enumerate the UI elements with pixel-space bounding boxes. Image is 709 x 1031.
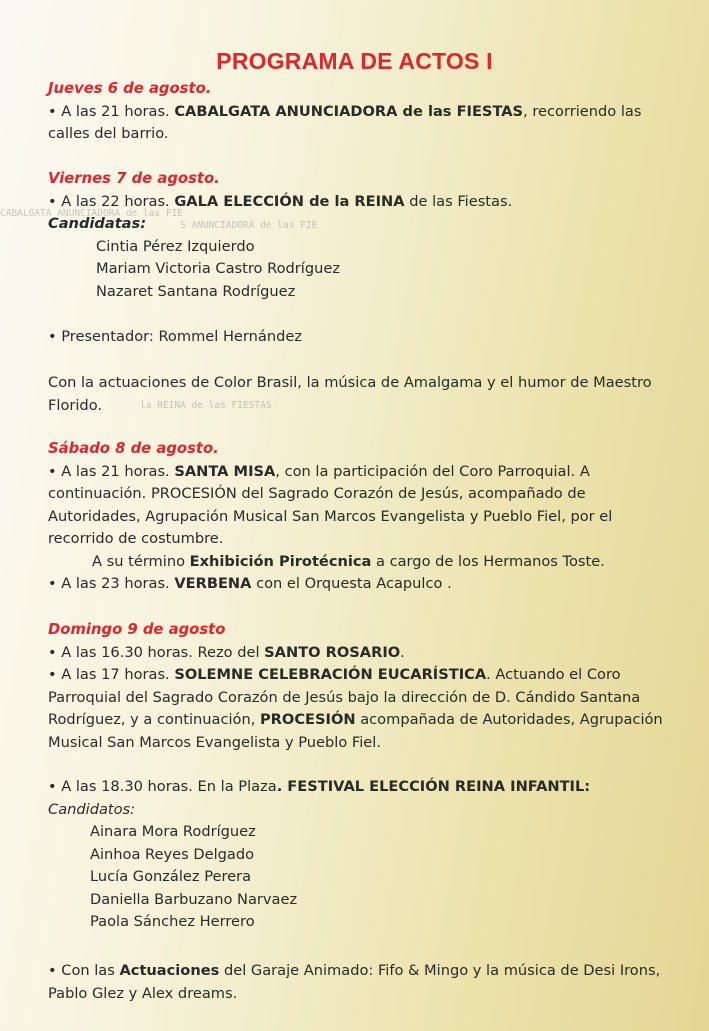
- actuaciones-viernes: [48, 372, 668, 417]
- event-title: VERBENA: [174, 575, 252, 592]
- day-heading: Domingo 9 de agosto: [48, 621, 226, 638]
- section-domingo: [48, 619, 668, 754]
- event-detail: con el Orquesta Acapulco .: [251, 575, 452, 592]
- actuaciones-text: Con la actuaciones de Color Brasil, la música de Amalgama y el humor de Maestro Florido.: [48, 374, 652, 414]
- event-title: Actuaciones: [119, 962, 220, 979]
- presenter-text: • Presentador: Rommel Hernández: [48, 328, 302, 345]
- candidate-name: Lucía González Perera: [90, 868, 252, 885]
- event-time: • A las 17 horas.: [48, 666, 174, 683]
- day-heading: Jueves 6 de agosto.: [48, 80, 212, 97]
- event-title: PROCESIÓN: [259, 711, 356, 728]
- event-title: SOLEMNE CELEBRACIÓN EUCARÍSTICA: [174, 666, 487, 683]
- event-line: [48, 101, 668, 146]
- bleed-through-text: S ANUNCIADORA de las FIE: [180, 220, 318, 231]
- event-title: SANTA MISA: [174, 462, 276, 480]
- candidates-label: Candidatos:: [48, 800, 136, 818]
- candidate-name: Ainhoa Reyes Delgado: [90, 845, 255, 863]
- event-detail: .: [400, 643, 405, 661]
- event-title: Exhibición Pirotécnica: [189, 552, 372, 570]
- section-domingo-festival: [48, 776, 668, 934]
- event-line: [48, 776, 668, 799]
- section-viernes: [48, 168, 668, 303]
- section-jueves: [48, 78, 668, 146]
- event-detail: a cargo de los Hermanos Toste.: [371, 552, 605, 570]
- candidate-name: Daniella Barbuzano Narvaez: [90, 890, 298, 908]
- presenter-line: [48, 326, 668, 349]
- event-detail: de las Fiestas.: [404, 192, 513, 210]
- candidate-name: Ainara Mora Rodríguez: [90, 823, 256, 840]
- event-time: • A las 16.30 horas. Rezo del: [48, 644, 264, 661]
- event-time: • A las 18.30 horas. En la Plaza: [48, 778, 277, 795]
- candidate-name: Cintia Pérez Izquierdo: [96, 237, 255, 255]
- event-line: [48, 551, 668, 574]
- event-detail: , con la participación del Coro Parroquial. A continuación. PROCESIÓN del Sagrado Corazón de Jesús, acompañado de Autoridades, Agrupación Musical San Marcos Evangelista y Pueblo Fiel, por el recorrido de costumbre.: [48, 462, 613, 547]
- event-line: [48, 642, 668, 665]
- candidate-name: Mariam Victoria Castro Rodríguez: [96, 260, 341, 277]
- event-time: • A las 21 horas.: [48, 103, 174, 120]
- event-detail: • Con las: [48, 962, 120, 979]
- candidate-name: Paola Sánchez Herrero: [90, 913, 255, 930]
- event-title: SANTO ROSARIO: [264, 643, 401, 661]
- event-line: [48, 461, 668, 551]
- event-time: • A las 22 horas.: [48, 193, 174, 210]
- event-detail: . Actuando el Coro Parroquial del Sagrado Corazón de Jesús bajo la dirección de D. Cándido Santana Rodríguez, y a continuación,: [48, 666, 641, 728]
- event-line: [48, 191, 668, 214]
- page-title: PROGRAMA DE ACTOS I: [216, 48, 493, 74]
- day-heading: Viernes 7 de agosto.: [48, 170, 220, 187]
- event-title: GALA ELECCIÓN de la REINA: [174, 192, 405, 210]
- section-sabado: [48, 438, 668, 596]
- candidate-name: Nazaret Santana Rodríguez: [96, 282, 296, 300]
- candidates-label: Candidatas:: [48, 215, 147, 232]
- event-time: • A las 21 horas.: [48, 463, 174, 480]
- event-title: CABALGATA ANUNCIADORA de las FIESTAS: [174, 102, 524, 120]
- event-detail: , recorriendo las calles del barrio.: [48, 102, 642, 142]
- bleed-through-text: CABALGATA ANUNCIADORA de las FIE: [0, 208, 184, 219]
- event-detail: del Garaje Animado: Fifo & Mingo y la música de Desi Irons, Pablo Glez y Alex dreams.: [48, 962, 661, 1002]
- event-detail: A su término: [92, 552, 190, 570]
- event-detail: acompañada de Autoridades, Agrupación Musical San Marcos Evangelista y Pueblo Fiel.: [48, 711, 663, 751]
- event-line: [48, 573, 668, 596]
- event-line: [48, 664, 668, 754]
- event-time: • A las 23 horas.: [48, 575, 174, 592]
- event-title: . FESTIVAL ELECCIÓN REINA INFANTIL:: [276, 778, 591, 795]
- actuaciones-domingo: [48, 960, 668, 1005]
- day-heading: Sábado 8 de agosto.: [48, 440, 219, 457]
- bleed-through-text: la REINA de las FIESTAS: [140, 400, 272, 411]
